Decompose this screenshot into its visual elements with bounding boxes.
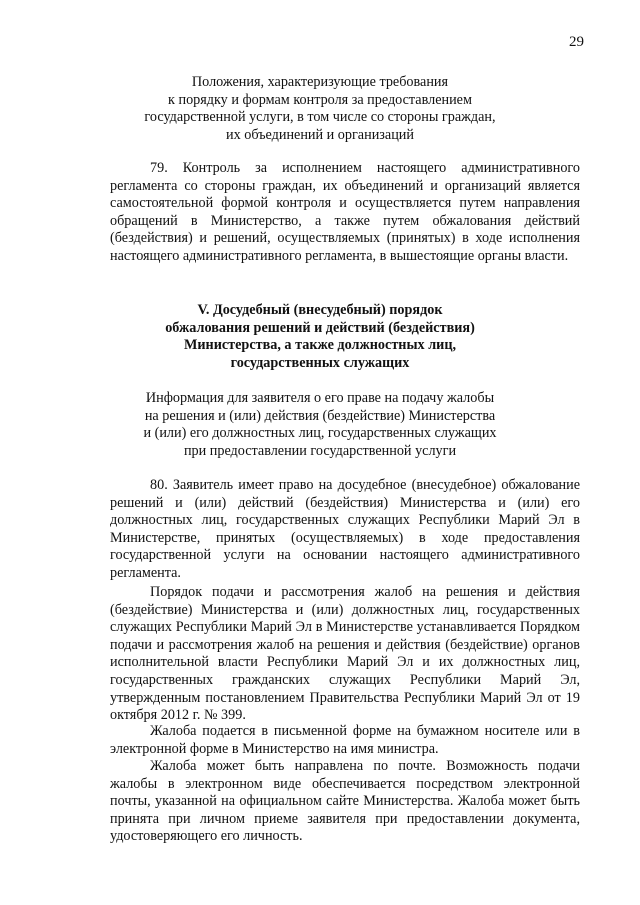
section-heading-control [110, 74, 530, 144]
page-number: 29 [569, 34, 584, 50]
section-heading-v [110, 302, 530, 372]
heading-line: государственной услуги, в том числе со стороны граждан, [144, 109, 496, 126]
heading-line: Министерства, а также должностных лиц, [183, 337, 457, 354]
paragraph-complaint-order: Порядок подачи и рассмотрения жалоб на решения и действия (бездействие) Министерства и (или) должностных лиц, государственных служащих Республики Марий Эл в Министерстве устанавливается Порядком подачи и рассмотрения жалоб на решения и действия (бездействие) органов исполнительной власти Республики Марий Эл и их должностных лиц, государственных гражданских служащих Республики Марий Эл, утвержденным постановлением Правительства Республики Марий Эл от 19 октября 2012 г. № 399. [110, 584, 580, 724]
heading-line: Информация для заявителя о его праве на подачу жалобы [145, 390, 495, 406]
paragraph-complaint-form: Жалоба подается в письменной форме на бумажном носителе или в электронной форме в Министерство на имя министра. [110, 723, 580, 757]
heading-line: государственных служащих [230, 354, 410, 371]
heading-line: к порядку и формам контроля за предоставлением [168, 91, 472, 108]
heading-line: на решения и (или) действия (бездействие) Министерства [144, 407, 496, 424]
paragraph-80: 80. Заявитель имеет право на досудебное (внесудебное) обжалование решений и (или) действий (бездействия) Министерства и (или) его должностных лиц, государственных служащих Республики Марий Эл в Министерстве, принятых (осуществляемых) в ходе предоставления государственной услуги на основании настоящего административного регламента. [110, 477, 580, 581]
heading-line: их объединений и организаций [226, 126, 414, 143]
heading-line: обжалования решений и действий (бездействия) [165, 319, 475, 336]
heading-line: при предоставлении государственной услуги [183, 442, 457, 459]
paragraph-79: 79. Контроль за исполнением настоящего административного регламента со стороны граждан, их объединений и организаций является самостоятельной формой контроля и осуществляется путем направления обращений в Министерство, а также путем обжалования действий (бездействия) и решений, осуществляемых (принятых) в ходе исполнения настоящего административного регламента, в вышестоящие органы власти. [110, 160, 580, 264]
subsection-heading-complaint-info [110, 390, 530, 460]
heading-line: Положения, характеризующие требования [191, 74, 449, 90]
heading-line: и (или) его должностных лиц, государственных служащих [143, 425, 497, 442]
heading-line: V. Досудебный (внесудебный) порядок [197, 302, 443, 318]
paragraph-complaint-mail: Жалоба может быть направлена по почте. Возможность подачи жалобы в электронном виде обеспечивается посредством электронной почты, указанной на официальном сайте Министерства. Жалоба может быть принята при личном приеме заявителя при предоставлении документа, удостоверяющего его личность. [110, 758, 580, 845]
